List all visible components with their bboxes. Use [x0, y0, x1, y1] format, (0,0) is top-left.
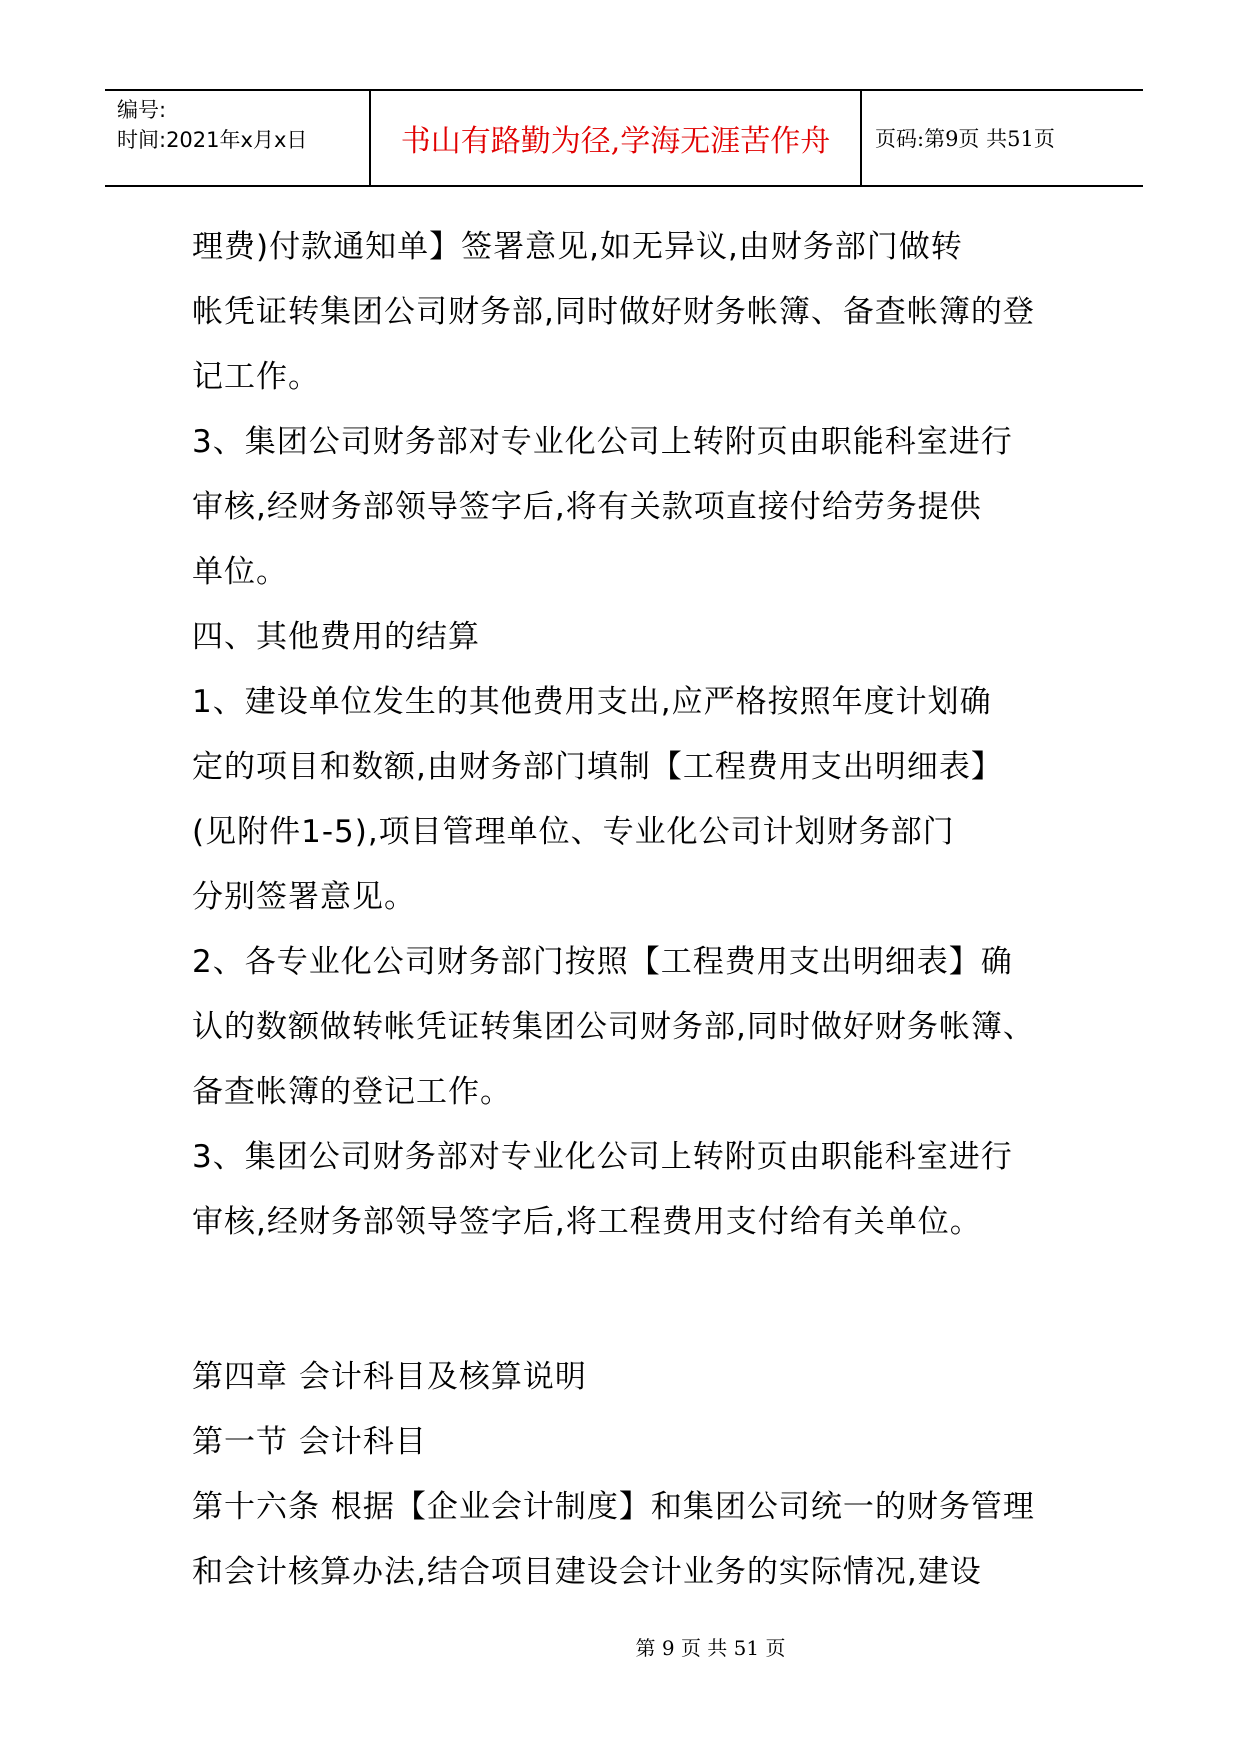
document-header	[105, 89, 1143, 187]
body-line: (见附件1-5),项目管理单位、专业化公司计划财务部门	[192, 814, 955, 850]
body-line: 审核,经财务部领导签字后,将工程费用支付给有关单位。	[192, 1204, 982, 1240]
body-line: 审核,经财务部领导签字后,将有关款项直接付给劳务提供	[192, 489, 982, 525]
header-page-number: 页码:第9页 共51页	[875, 127, 1055, 151]
document-number-label: 编号:	[117, 98, 167, 122]
page-footer: 第 9 页 共 51 页	[635, 1636, 786, 1660]
document-time-label: 时间:2021年x月x日	[117, 128, 308, 152]
chapter-heading: 第四章 会计科目及核算说明	[192, 1359, 587, 1395]
section-heading: 第一节 会计科目	[192, 1424, 427, 1460]
body-line: 3、集团公司财务部对专业化公司上转附页由职能科室进行	[192, 424, 1013, 460]
body-line: 分别签署意见。	[192, 879, 416, 915]
paragraph-gap	[192, 1255, 1092, 1345]
body-line: 3、集团公司财务部对专业化公司上转附页由职能科室进行	[192, 1139, 1013, 1175]
body-line: 记工作。	[192, 359, 320, 395]
body-line: 认的数额做转帐凭证转集团公司财务部,同时做好财务帐簿、	[192, 1009, 1035, 1045]
body-line: 备查帐簿的登记工作。	[192, 1074, 512, 1110]
body-line: 和会计核算办法,结合项目建设会计业务的实际情况,建设	[192, 1554, 982, 1590]
body-line: 单位。	[192, 554, 288, 590]
body-line: 理费)付款通知单】签署意见,如无异议,由财务部门做转	[192, 229, 963, 265]
body-line: 1、建设单位发生的其他费用支出,应严格按照年度计划确	[192, 684, 992, 720]
header-motto: 书山有路勤为径,学海无涯苦作舟	[400, 124, 831, 159]
section-heading: 四、其他费用的结算	[192, 619, 480, 655]
body-line: 2、各专业化公司财务部门按照【工程费用支出明细表】确	[192, 944, 1013, 980]
body-line: 定的项目和数额,由财务部门填制【工程费用支出明细表】	[192, 749, 1003, 785]
document-body	[192, 215, 1092, 1605]
header-meta	[117, 95, 307, 155]
body-line: 帐凭证转集团公司财务部,同时做好财务帐簿、备查帐簿的登	[192, 294, 1035, 330]
header-divider	[860, 91, 862, 185]
body-line: 第十六条 根据【企业会计制度】和集团公司统一的财务管理	[192, 1489, 1035, 1525]
